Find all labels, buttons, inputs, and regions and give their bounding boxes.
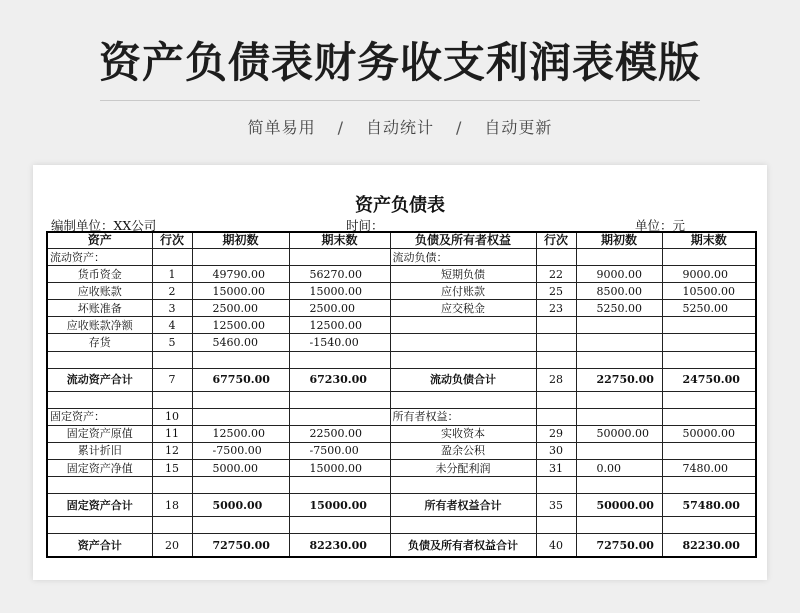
table-cell [576, 477, 662, 494]
column-header: 期末数 [662, 232, 756, 249]
table-cell: 固定资产净值 [47, 460, 152, 477]
table-cell: 5250.00 [662, 300, 756, 317]
table-cell: 5000.00 [192, 460, 289, 477]
table-row [47, 391, 756, 408]
table-cell: 负债及所有者权益合计 [390, 534, 536, 558]
table-cell [47, 351, 152, 368]
table-cell: 31 [536, 460, 576, 477]
table-cell: 15000.00 [192, 283, 289, 300]
page-title: 资产负债表财务收支利润表模版 [98, 38, 701, 87]
table-cell [576, 317, 662, 334]
table-cell: 固定资产： [47, 408, 152, 425]
table-cell: 坏账准备 [47, 300, 152, 317]
table-cell [662, 408, 756, 425]
table-cell: 11 [152, 425, 192, 442]
tag-easy: 简单易用 [247, 118, 316, 137]
column-header: 资产 [47, 232, 152, 249]
table-cell [536, 408, 576, 425]
table-cell: 4 [152, 317, 192, 334]
table-cell: 流动负债合计 [390, 368, 536, 391]
table-cell: 0.00 [576, 460, 662, 477]
table-cell: 15000.00 [289, 283, 390, 300]
table-cell: 应交税金 [390, 300, 536, 317]
table-cell [662, 517, 756, 534]
table-row [47, 300, 756, 317]
table-header-row [47, 232, 756, 249]
table-cell: 72750.00 [576, 534, 662, 558]
table-cell [289, 351, 390, 368]
table-cell [536, 351, 576, 368]
table-cell [289, 249, 390, 266]
table-cell [390, 351, 536, 368]
table-cell: 72750.00 [192, 534, 289, 558]
table-cell [536, 317, 576, 334]
table-cell [662, 249, 756, 266]
table-cell: 9000.00 [576, 266, 662, 283]
table-cell: 22500.00 [289, 425, 390, 442]
table-cell: 22750.00 [576, 368, 662, 391]
table-row [47, 266, 756, 283]
table-cell: 8500.00 [576, 283, 662, 300]
table-cell: -7500.00 [289, 442, 390, 459]
tag-auto-stats: 自动统计 [365, 118, 434, 137]
table-cell: 流动资产合计 [47, 368, 152, 391]
column-header: 期初数 [192, 232, 289, 249]
table-cell [192, 249, 289, 266]
table-cell: 应付账款 [390, 283, 536, 300]
table-cell: 82230.00 [662, 534, 756, 558]
table-cell [192, 408, 289, 425]
table-cell: 15000.00 [289, 494, 390, 517]
table-cell: 5 [152, 334, 192, 351]
spreadsheet-preview [33, 165, 767, 580]
table-cell: 12500.00 [192, 317, 289, 334]
table-cell: 22 [536, 266, 576, 283]
table-cell [192, 517, 289, 534]
table-cell: 67230.00 [289, 368, 390, 391]
table-row [47, 425, 756, 442]
table-row [47, 283, 756, 300]
table-cell [576, 408, 662, 425]
table-cell: 固定资产合计 [47, 494, 152, 517]
table-cell: 30 [536, 442, 576, 459]
table-row [47, 517, 756, 534]
table-cell: 1 [152, 266, 192, 283]
table-cell: 57480.00 [662, 494, 756, 517]
table-cell: 50000.00 [662, 425, 756, 442]
table-cell: 货币资金 [47, 266, 152, 283]
table-cell: 5000.00 [192, 494, 289, 517]
table-cell: 7480.00 [662, 460, 756, 477]
table-cell: 流动负债： [390, 249, 536, 266]
table-cell [536, 517, 576, 534]
table-row [47, 442, 756, 459]
table-cell [536, 391, 576, 408]
table-cell: 所有者权益合计 [390, 494, 536, 517]
table-cell: 3 [152, 300, 192, 317]
table-row [47, 334, 756, 351]
table-cell: 2 [152, 283, 192, 300]
tag-separator: / [456, 118, 463, 137]
table-cell: 67750.00 [192, 368, 289, 391]
table-cell: 实收资本 [390, 425, 536, 442]
table-cell: 12500.00 [192, 425, 289, 442]
company-label: 编制单位：XX公司 [51, 218, 157, 233]
table-cell: 49790.00 [192, 266, 289, 283]
table-cell [536, 477, 576, 494]
table-cell [662, 442, 756, 459]
table-cell: 12 [152, 442, 192, 459]
table-cell [536, 334, 576, 351]
sheet-title: 资产负债表 [355, 195, 445, 216]
table-row [47, 249, 756, 266]
table-cell [289, 477, 390, 494]
table-cell: 20 [152, 534, 192, 558]
time-label: 时间： [346, 218, 384, 233]
table-cell: 24750.00 [662, 368, 756, 391]
table-cell: 50000.00 [576, 425, 662, 442]
table-cell: 28 [536, 368, 576, 391]
table-cell: 15 [152, 460, 192, 477]
table-cell [47, 477, 152, 494]
table-row [47, 494, 756, 517]
balance-sheet-table [46, 231, 757, 558]
table-cell: 18 [152, 494, 192, 517]
table-cell [152, 477, 192, 494]
table-row [47, 408, 756, 425]
table-cell [152, 351, 192, 368]
table-cell: 35 [536, 494, 576, 517]
table-cell [47, 517, 152, 534]
table-cell [576, 249, 662, 266]
table-cell: 所有者权益： [390, 408, 536, 425]
table-cell: 应收账款 [47, 283, 152, 300]
table-cell [662, 391, 756, 408]
table-row [47, 351, 756, 368]
table-cell: 5250.00 [576, 300, 662, 317]
table-cell [152, 391, 192, 408]
table-cell [576, 442, 662, 459]
table-cell: 7 [152, 368, 192, 391]
column-header: 期末数 [289, 232, 390, 249]
table-cell [390, 517, 536, 534]
table-cell [192, 477, 289, 494]
column-header: 负债及所有者权益 [390, 232, 536, 249]
table-cell: 流动资产： [47, 249, 152, 266]
table-cell [662, 351, 756, 368]
column-header: 期初数 [576, 232, 662, 249]
tag-auto-update: 自动更新 [484, 118, 553, 137]
table-cell: 15000.00 [289, 460, 390, 477]
table-cell: 盈余公积 [390, 442, 536, 459]
table-cell [47, 391, 152, 408]
table-cell [536, 249, 576, 266]
table-cell [390, 391, 536, 408]
table-cell [192, 391, 289, 408]
table-cell: 5460.00 [192, 334, 289, 351]
table-cell [390, 477, 536, 494]
table-cell [576, 391, 662, 408]
column-header: 行次 [152, 232, 192, 249]
table-cell [390, 334, 536, 351]
table-cell: 50000.00 [576, 494, 662, 517]
table-cell: 应收账款净额 [47, 317, 152, 334]
table-cell: 短期负债 [390, 266, 536, 283]
table-row [47, 477, 756, 494]
table-cell: 固定资产原值 [47, 425, 152, 442]
table-cell: 2500.00 [192, 300, 289, 317]
table-row [47, 368, 756, 391]
table-cell: 资产合计 [47, 534, 152, 558]
table-cell: 12500.00 [289, 317, 390, 334]
table-cell [662, 317, 756, 334]
feature-tags [0, 115, 800, 138]
table-cell: -1540.00 [289, 334, 390, 351]
table-row [47, 317, 756, 334]
table-cell [289, 408, 390, 425]
table-cell: 82230.00 [289, 534, 390, 558]
table-cell: 40 [536, 534, 576, 558]
table-cell [152, 517, 192, 534]
table-row [47, 534, 756, 558]
title-divider [100, 100, 700, 101]
table-cell: 10500.00 [662, 283, 756, 300]
table-cell [576, 517, 662, 534]
table-cell [390, 317, 536, 334]
table-cell: 23 [536, 300, 576, 317]
table-cell [289, 391, 390, 408]
table-cell [576, 334, 662, 351]
table-row [47, 460, 756, 477]
table-cell [662, 334, 756, 351]
table-cell: 存货 [47, 334, 152, 351]
table-cell [576, 351, 662, 368]
table-cell: 2500.00 [289, 300, 390, 317]
table-cell [662, 477, 756, 494]
table-cell: 29 [536, 425, 576, 442]
table-cell: 25 [536, 283, 576, 300]
table-cell: 未分配利润 [390, 460, 536, 477]
currency-unit-label: 单位：元 [635, 218, 686, 233]
table-cell: 56270.00 [289, 266, 390, 283]
tag-separator: / [337, 118, 344, 137]
table-cell: -7500.00 [192, 442, 289, 459]
column-header: 行次 [536, 232, 576, 249]
table-cell [192, 351, 289, 368]
table-cell: 10 [152, 408, 192, 425]
table-cell [152, 249, 192, 266]
table-cell: 9000.00 [662, 266, 756, 283]
table-cell: 累计折旧 [47, 442, 152, 459]
table-cell [289, 517, 390, 534]
